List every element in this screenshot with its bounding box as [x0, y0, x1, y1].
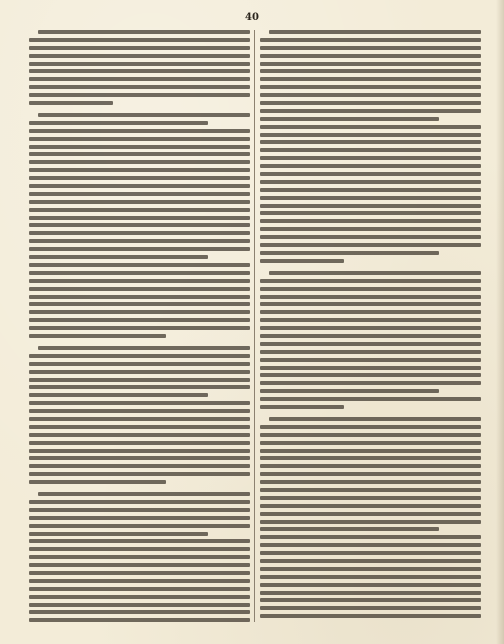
text-line	[260, 219, 481, 223]
text-line	[260, 279, 481, 283]
text-line	[260, 358, 481, 362]
text-line	[260, 575, 481, 579]
text-line	[260, 54, 481, 58]
text-line	[29, 176, 250, 180]
text-line	[29, 393, 208, 397]
text-line	[260, 583, 481, 587]
text-line	[260, 196, 481, 200]
text-line	[260, 180, 481, 184]
text-line	[260, 62, 481, 66]
text-line	[29, 247, 250, 251]
text-line	[29, 618, 250, 622]
text-line	[29, 362, 250, 366]
text-line	[29, 129, 250, 133]
text-line	[260, 551, 481, 555]
text-line	[29, 354, 250, 358]
text-line	[29, 579, 250, 583]
text-line	[38, 492, 250, 496]
text-line	[29, 378, 250, 382]
text-line	[38, 30, 250, 34]
text-line	[260, 85, 481, 89]
text-line	[260, 140, 481, 144]
text-line	[29, 595, 250, 599]
text-line	[260, 405, 344, 409]
text-line	[29, 563, 250, 567]
text-line	[29, 69, 250, 73]
column-divider	[254, 30, 255, 622]
text-line	[29, 295, 250, 299]
text-line	[29, 587, 250, 591]
text-line	[260, 125, 481, 129]
text-line	[29, 310, 250, 314]
text-line	[260, 251, 439, 255]
text-line	[29, 223, 250, 227]
text-line	[260, 259, 344, 263]
text-column-right	[260, 30, 481, 622]
text-line	[29, 184, 250, 188]
text-line	[260, 598, 481, 602]
text-line	[29, 417, 250, 421]
text-line	[260, 425, 481, 429]
text-line	[29, 145, 250, 149]
text-line	[260, 606, 481, 610]
text-line	[260, 559, 481, 563]
text-line	[29, 231, 250, 235]
text-line	[260, 591, 481, 595]
text-line	[260, 164, 481, 168]
text-line	[29, 326, 250, 330]
text-line	[260, 148, 481, 152]
text-line	[29, 255, 208, 259]
text-line	[260, 350, 481, 354]
text-line	[260, 527, 439, 531]
text-line	[260, 101, 481, 105]
text-line	[260, 295, 481, 299]
text-line	[260, 504, 481, 508]
text-line	[29, 46, 250, 50]
text-line	[29, 603, 250, 607]
text-line	[260, 302, 481, 306]
text-line	[260, 133, 481, 137]
text-line	[29, 449, 250, 453]
text-line	[29, 318, 250, 322]
text-line	[29, 168, 250, 172]
text-line	[260, 77, 481, 81]
text-line	[260, 535, 481, 539]
text-line	[260, 38, 481, 42]
text-line	[260, 69, 481, 73]
text-line	[29, 200, 250, 204]
text-line	[29, 137, 250, 141]
text-line	[29, 409, 250, 413]
text-line	[260, 318, 481, 322]
text-line	[260, 543, 481, 547]
text-line	[260, 342, 481, 346]
text-line	[269, 30, 481, 34]
text-line	[29, 385, 250, 389]
text-line	[29, 271, 250, 275]
text-line	[29, 500, 250, 504]
text-line	[29, 433, 250, 437]
text-line	[29, 472, 250, 476]
text-line	[260, 188, 481, 192]
text-line	[29, 279, 250, 283]
text-line	[260, 397, 481, 401]
text-line	[260, 488, 481, 492]
text-line	[38, 113, 250, 117]
text-line	[29, 516, 250, 520]
text-line	[260, 512, 481, 516]
text-line	[269, 417, 481, 421]
text-line	[29, 77, 250, 81]
text-line	[29, 464, 250, 468]
text-line	[29, 524, 250, 528]
text-line	[260, 172, 481, 176]
text-line	[260, 93, 481, 97]
text-line	[260, 614, 481, 618]
text-line	[260, 235, 481, 239]
text-line	[260, 373, 481, 377]
text-line	[29, 571, 250, 575]
text-line	[29, 85, 250, 89]
text-line	[29, 555, 250, 559]
page-number: 40	[245, 12, 259, 23]
text-line	[29, 192, 250, 196]
text-line	[29, 302, 250, 306]
text-line	[260, 472, 481, 476]
text-line	[29, 532, 208, 536]
text-line	[29, 121, 208, 125]
text-line	[260, 449, 481, 453]
text-column-left	[29, 30, 250, 622]
text-line	[260, 204, 481, 208]
text-line	[260, 381, 481, 385]
text-line	[260, 567, 481, 571]
text-line	[29, 93, 250, 97]
text-line	[29, 401, 250, 405]
text-line	[260, 366, 481, 370]
text-line	[29, 38, 250, 42]
text-line	[260, 520, 481, 524]
text-line	[29, 216, 250, 220]
text-line	[29, 239, 250, 243]
text-line	[260, 227, 481, 231]
text-line	[29, 425, 250, 429]
text-line	[260, 109, 481, 113]
text-line	[29, 334, 166, 338]
text-line	[29, 539, 250, 543]
text-line	[29, 480, 166, 484]
text-line	[29, 441, 250, 445]
text-line	[260, 46, 481, 50]
text-line	[260, 287, 481, 291]
text-line	[260, 456, 481, 460]
text-line	[29, 456, 250, 460]
text-line	[260, 389, 439, 393]
text-line	[260, 310, 481, 314]
text-line	[29, 101, 113, 105]
text-line	[260, 433, 481, 437]
text-line	[260, 441, 481, 445]
page-edge-shadow	[496, 0, 504, 644]
text-line	[269, 271, 481, 275]
text-line	[38, 346, 250, 350]
text-line	[29, 263, 250, 267]
text-line	[260, 243, 481, 247]
text-line	[260, 496, 481, 500]
text-line	[29, 547, 250, 551]
text-line	[29, 508, 250, 512]
text-line	[29, 208, 250, 212]
text-line	[29, 610, 250, 614]
text-line	[29, 54, 250, 58]
text-line	[260, 480, 481, 484]
text-line	[260, 464, 481, 468]
text-line	[29, 62, 250, 66]
text-line	[29, 370, 250, 374]
text-line	[29, 160, 250, 164]
text-line	[260, 326, 481, 330]
text-line	[29, 152, 250, 156]
text-line	[260, 334, 481, 338]
text-line	[260, 156, 481, 160]
text-line	[29, 287, 250, 291]
text-line	[260, 211, 481, 215]
text-line	[260, 117, 439, 121]
